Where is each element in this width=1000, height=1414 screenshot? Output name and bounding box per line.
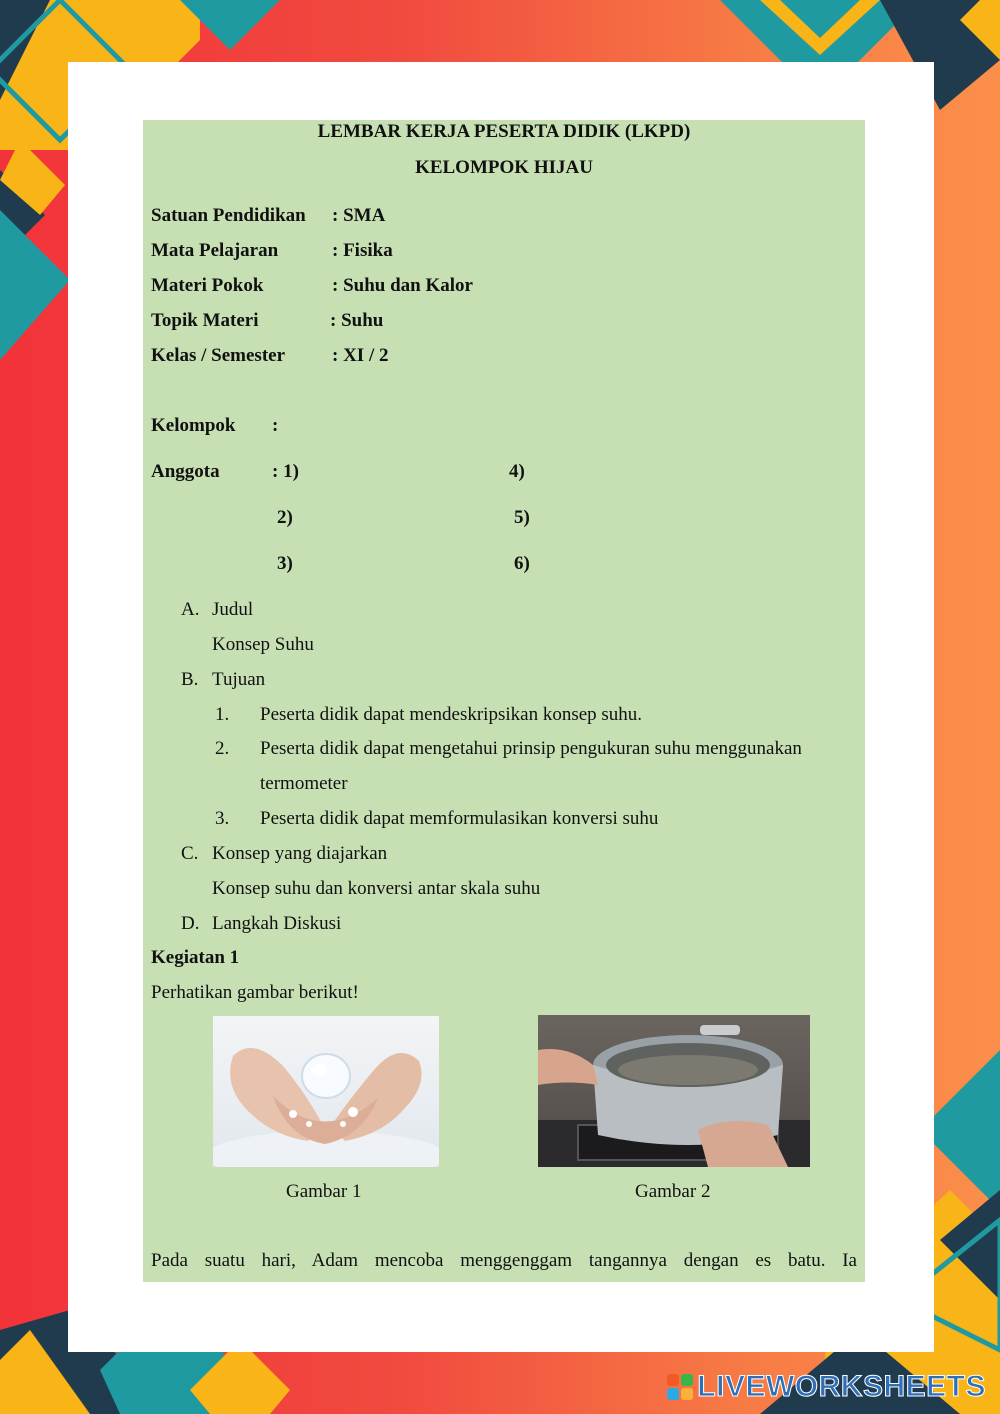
member-slot-6: 6) bbox=[514, 553, 530, 574]
section-b-title: Tujuan bbox=[212, 669, 266, 690]
activity-title: Kegiatan 1 bbox=[151, 947, 240, 968]
section-c-title: Konsep yang diajarkan bbox=[212, 843, 388, 864]
image-1-caption: Gambar 1 bbox=[286, 1181, 362, 1202]
goal-1-text: Peserta didik dapat mendeskripsikan konsep suhu. bbox=[260, 704, 643, 725]
members-label: Anggota bbox=[151, 461, 220, 482]
pot-on-stove-image bbox=[538, 1015, 810, 1167]
identity-value-topic: : Suhu bbox=[330, 310, 384, 331]
identity-label-class: Kelas / Semester bbox=[151, 345, 286, 366]
group-colon: : bbox=[272, 415, 279, 436]
goal-3-text: Peserta didik dapat memformulasikan konversi suhu bbox=[260, 808, 659, 829]
member-slot-4: 4) bbox=[509, 461, 525, 482]
page-subtitle: KELOMPOK HIJAU bbox=[415, 157, 593, 178]
goal-2-text: Peserta didik dapat mengetahui prinsip pengukuran suhu menggunakan bbox=[260, 738, 802, 759]
worksheet-panel bbox=[143, 120, 865, 1282]
member-slot-2: 2) bbox=[277, 507, 293, 528]
section-b-letter: B. bbox=[181, 669, 199, 690]
member-slot-5: 5) bbox=[514, 507, 530, 528]
identity-value-subject: : Fisika bbox=[332, 240, 393, 261]
section-c-body: Konsep suhu dan konversi antar skala suhu bbox=[212, 878, 541, 899]
page-title: LEMBAR KERJA PESERTA DIDIK (LKPD) bbox=[317, 121, 691, 142]
ice-in-hands-image bbox=[213, 1016, 439, 1167]
section-a-title: Judul bbox=[212, 599, 254, 620]
section-c-letter: C. bbox=[181, 843, 199, 864]
identity-label-material: Materi Pokok bbox=[151, 275, 264, 296]
goal-2-number: 2. bbox=[215, 738, 230, 759]
goal-3-number: 3. bbox=[215, 808, 230, 829]
section-d-title: Langkah Diskusi bbox=[212, 913, 342, 934]
liveworksheets-watermark bbox=[667, 1370, 986, 1404]
identity-label-subject: Mata Pelajaran bbox=[151, 240, 279, 261]
goal-2-text-continued: termometer bbox=[260, 773, 348, 794]
group-label: Kelompok bbox=[151, 415, 236, 436]
activity-paragraph: Pada suatu hari, Adam mencoba menggenggam tangannya dengan es batu. Ia bbox=[151, 1250, 857, 1271]
image-2-caption: Gambar 2 bbox=[635, 1181, 711, 1202]
section-a-letter: A. bbox=[181, 599, 200, 620]
member-slot-3: 3) bbox=[277, 553, 293, 574]
member-slot-1: : 1) bbox=[272, 461, 299, 482]
activity-instruction: Perhatikan gambar berikut! bbox=[151, 982, 359, 1003]
identity-value-class: : XI / 2 bbox=[332, 345, 389, 366]
section-d-letter: D. bbox=[181, 913, 200, 934]
identity-value-material: : Suhu dan Kalor bbox=[332, 275, 473, 296]
identity-value-school: : SMA bbox=[332, 205, 386, 226]
goal-1-number: 1. bbox=[215, 704, 230, 725]
watermark-text: LIVEWORKSHEETS bbox=[697, 1370, 986, 1403]
section-a-body: Konsep Suhu bbox=[212, 634, 314, 655]
identity-label-topic: Topik Materi bbox=[151, 310, 259, 331]
identity-label-school: Satuan Pendidikan bbox=[151, 205, 306, 226]
liveworksheets-logo-icon bbox=[667, 1374, 693, 1400]
